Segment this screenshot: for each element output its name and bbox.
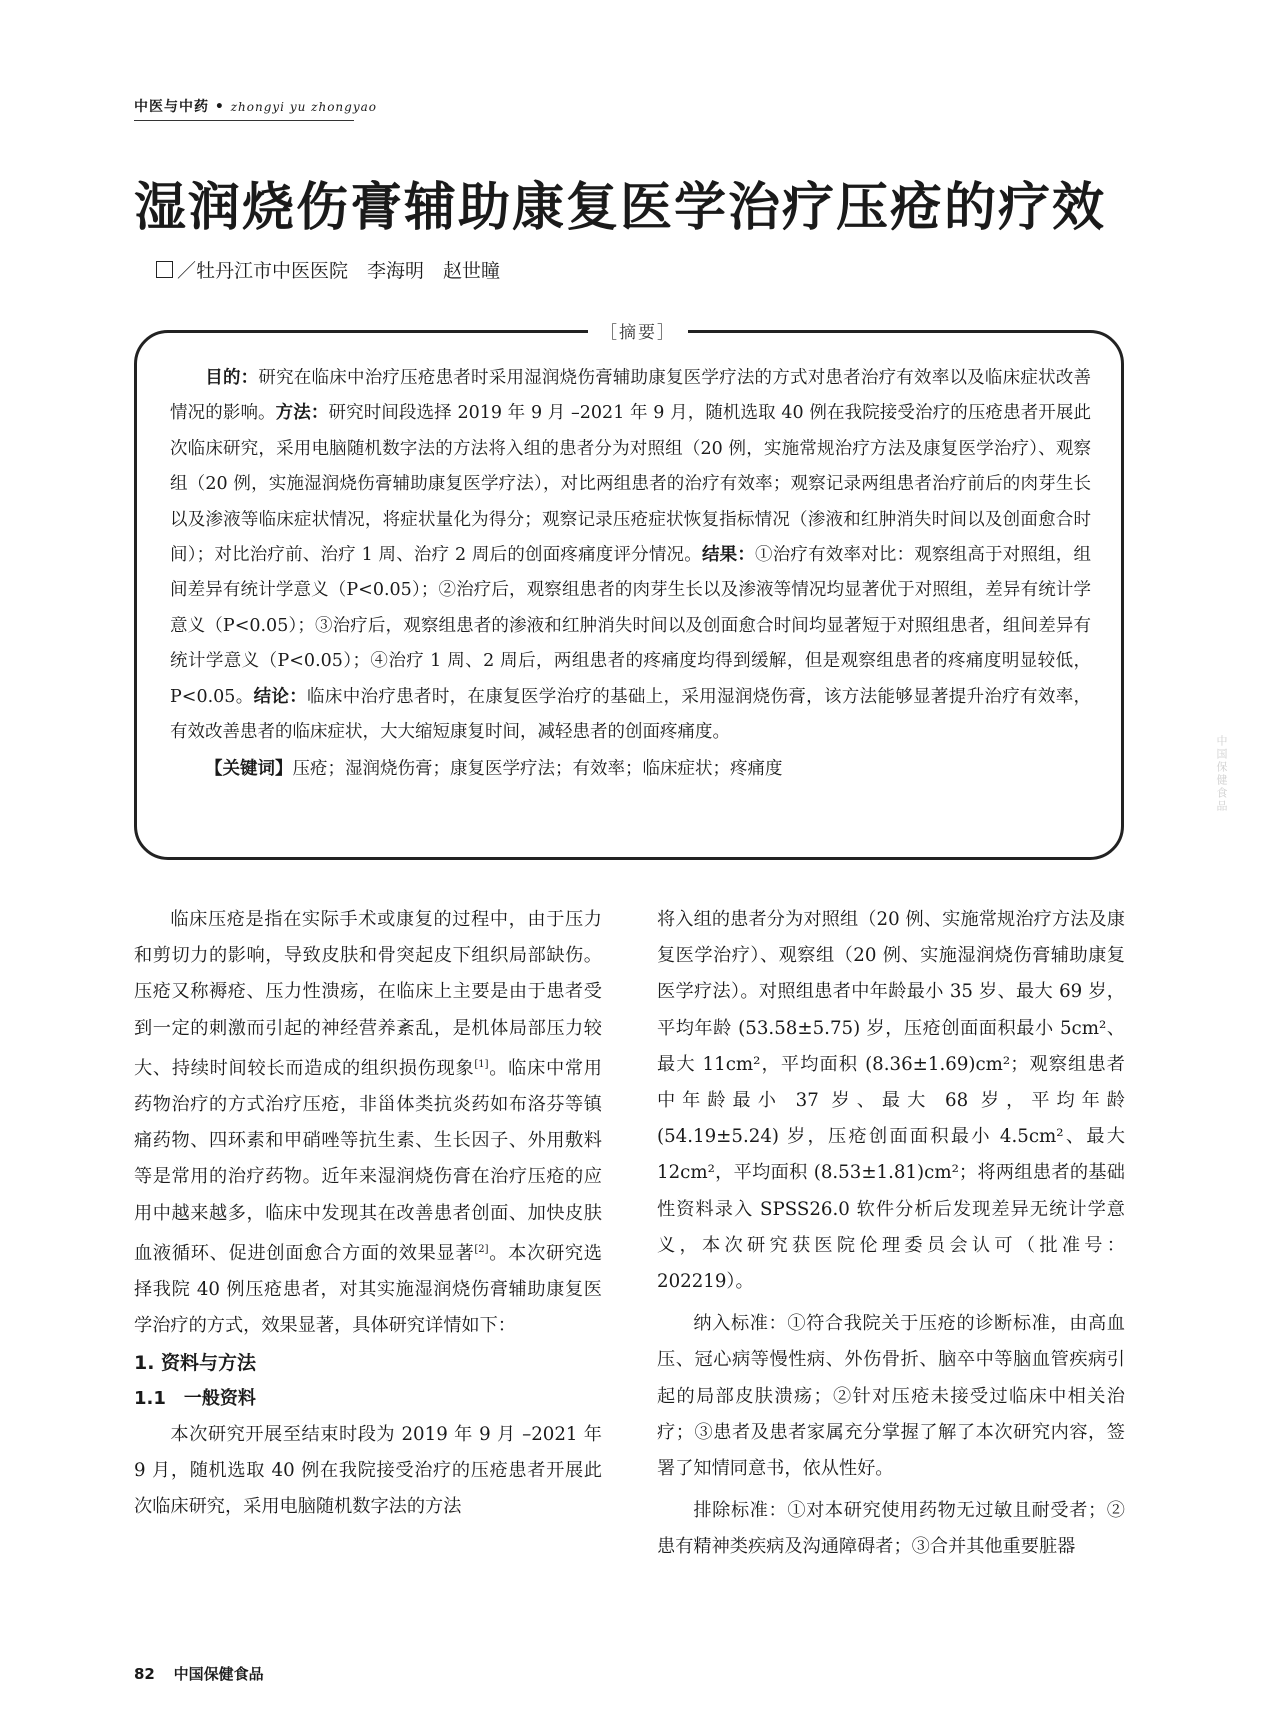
result-label: 结果：	[701, 545, 756, 566]
body-column-right	[657, 902, 1125, 1566]
abstract-label: ［摘要］	[0, 318, 1276, 343]
inclusion-criteria: 纳入标准：①符合我院关于压疮的诊断标准，由高血压、冠心病等慢性病、外伤骨折、脑卒中等脑血管疾病引起的局部皮肤溃疡；②针对压疮未接受过临床中相关治疗；③患者及患者家属充分掌握了解了本次研究内容，签署了知情同意书，依从性好。	[657, 1313, 1125, 1480]
side-watermark: 中国保健食品	[1215, 735, 1228, 813]
result-text: ①治疗有效率对比：观察组高于对照组，组间差异有统计学意义（P<0.05）；②治疗后，观察组患者的肉芽生长以及渗液等情况均显著优于对照组，差异有统计学意义（P<0.05）；③治疗后，观察组患者的渗液和红肿消失时间以及创面愈合时间均显著短于对照组患者，组间差异有统计学意义（P<0.05）；④治疗 1 周、2 周后，两组患者的疼痛度均得到缓解，但是观察组患者的疼痛度明显较低，P<0.05。	[170, 545, 1092, 707]
body-column-left	[134, 902, 602, 1526]
running-head: 中医与中药 • zhongyi yu zhongyao	[134, 99, 377, 115]
keywords	[170, 752, 1091, 787]
section-heading: 1. 资料与方法	[134, 1351, 257, 1374]
page-number: 82	[134, 1665, 155, 1683]
reference-2: [2]	[474, 1243, 489, 1255]
exclusion-criteria: 排除标准：①对本研究使用药物无过敏且耐受者；②患有精神类疾病及沟通障碍者；③合并其他重要脏器	[657, 1500, 1125, 1558]
general-data-paragraph: 本次研究开展至结束时段为 2019 年 9 月 –2021 年 9 月，随机选取 40 例在我院接受治疗的压疮患者开展此次临床研究，采用电脑随机数字法的方法	[134, 1423, 602, 1518]
keywords-label: 【关键词】	[205, 759, 293, 780]
abstract-text	[170, 361, 1091, 750]
conclusion-label: 结论：	[253, 686, 308, 707]
byline	[156, 256, 500, 283]
abstract-box	[134, 330, 1124, 860]
grouping-paragraph: 将入组的患者分为对照组（20 例、实施常规治疗方法及康复医学治疗）、观察组（20 例、实施湿润烧伤膏辅助康复医学疗法）。对照组患者中年龄最小 35 岁、最大 69 岁，平均年龄 (53.58±5.75) 岁，压疮创面面积最小 5cm²、最大 11cm²，平均面积 (8.36±1.69)cm²；观察组患者中年龄最小 37 岁、最大 68 岁，平均年龄 (54.19±5.24) 岁，压疮创面面积最小 4.5cm²、最大 12cm²，平均面积 (8.53±1.81)cm²；将两组患者的基础性资料录入 SPSS26.0 软件分析后发现差异无统计学意义，本次研究获医院伦理委员会认可（批准号：202219）。	[657, 909, 1125, 1293]
keywords-text: 压疮；湿润烧伤膏；康复医学疗法；有效率；临床症状；疼痛度	[292, 759, 783, 780]
header-rule	[134, 120, 354, 121]
journal-name: 中国保健食品	[173, 1665, 264, 1683]
reference-1: [1]	[474, 1058, 489, 1070]
author-box-icon	[156, 261, 173, 278]
method-label: 方法：	[275, 403, 329, 424]
intro-paragraph: 临床压疮是指在实际手术或康复的过程中，由于压力和剪切力的影响，导致皮肤和骨突起皮下组织局部缺伤。压疮又称褥疮、压力性溃疡，在临床上主要是由于患者受到一定的刺激而引起的神经营养紊乱，是机体局部压力较大、持续时间较长而造成的组织损伤现象[1]。临床中常用药物治疗的方式治疗压疮，非甾体类抗炎药如布洛芬等镇痛药物、四环素和甲硝唑等抗生素、生长因子、外用敷料等是常用的治疗药物。近年来湿润烧伤膏在治疗压疮的应用中越来越多，临床中发现其在改善患者创面、加快皮肤血液循环、促进创面愈合方面的效果显著[2]。本次研究选择我院 40 例压疮患者，对其实施湿润烧伤膏辅助康复医学治疗的方式，效果显著，具体研究详情如下：	[134, 909, 602, 1337]
page-footer	[134, 1663, 264, 1684]
conclusion-text: 临床中治疗患者时，在康复医学治疗的基础上，采用湿润烧伤膏，该方法能够显著提升治疗有效率，有效改善患者的临床症状，大大缩短康复时间，减轻患者的创面疼痛度。	[170, 686, 1092, 743]
objective-label: 目的：	[205, 368, 259, 388]
method-text: 研究时间段选择 2019 年 9 月 –2021 年 9 月，随机选取 40 例在我院接受治疗的压疮患者开展此次临床研究，采用电脑随机数字法的方法将入组的患者分为对照组（20 例，实施常规治疗方法及康复医学治疗）、观察组（20 例，实施湿润烧伤膏辅助康复医学疗法），对比两组患者的治疗有效率；观察记录两组患者治疗前后的肉芽生长以及渗液等临床症状情况，将症状量化为得分；观察记录压疮症状恢复指标情况（渗液和红肿消失时间以及创面愈合时间）；对比治疗前、治疗 1 周、治疗 2 周后的创面疼痛度评分情况。	[170, 403, 1092, 566]
article-title: 湿润烧伤膏辅助康复医学治疗压疮的疗效	[134, 178, 1107, 238]
byline-text: ／牡丹江市中医医院 李海明 赵世瞳	[177, 260, 501, 282]
journal-section-pinyin: zhongyi yu zhongyao	[230, 100, 377, 114]
objective-text: 研究在临床中治疗压疮患者时采用湿润烧伤膏辅助康复医学疗法的方式对患者治疗有效率以及临床症状改善情况的影响。	[170, 368, 1092, 424]
journal-section: 中医与中药	[134, 99, 209, 115]
subsection-heading: 1.1 一般资料	[134, 1387, 256, 1409]
